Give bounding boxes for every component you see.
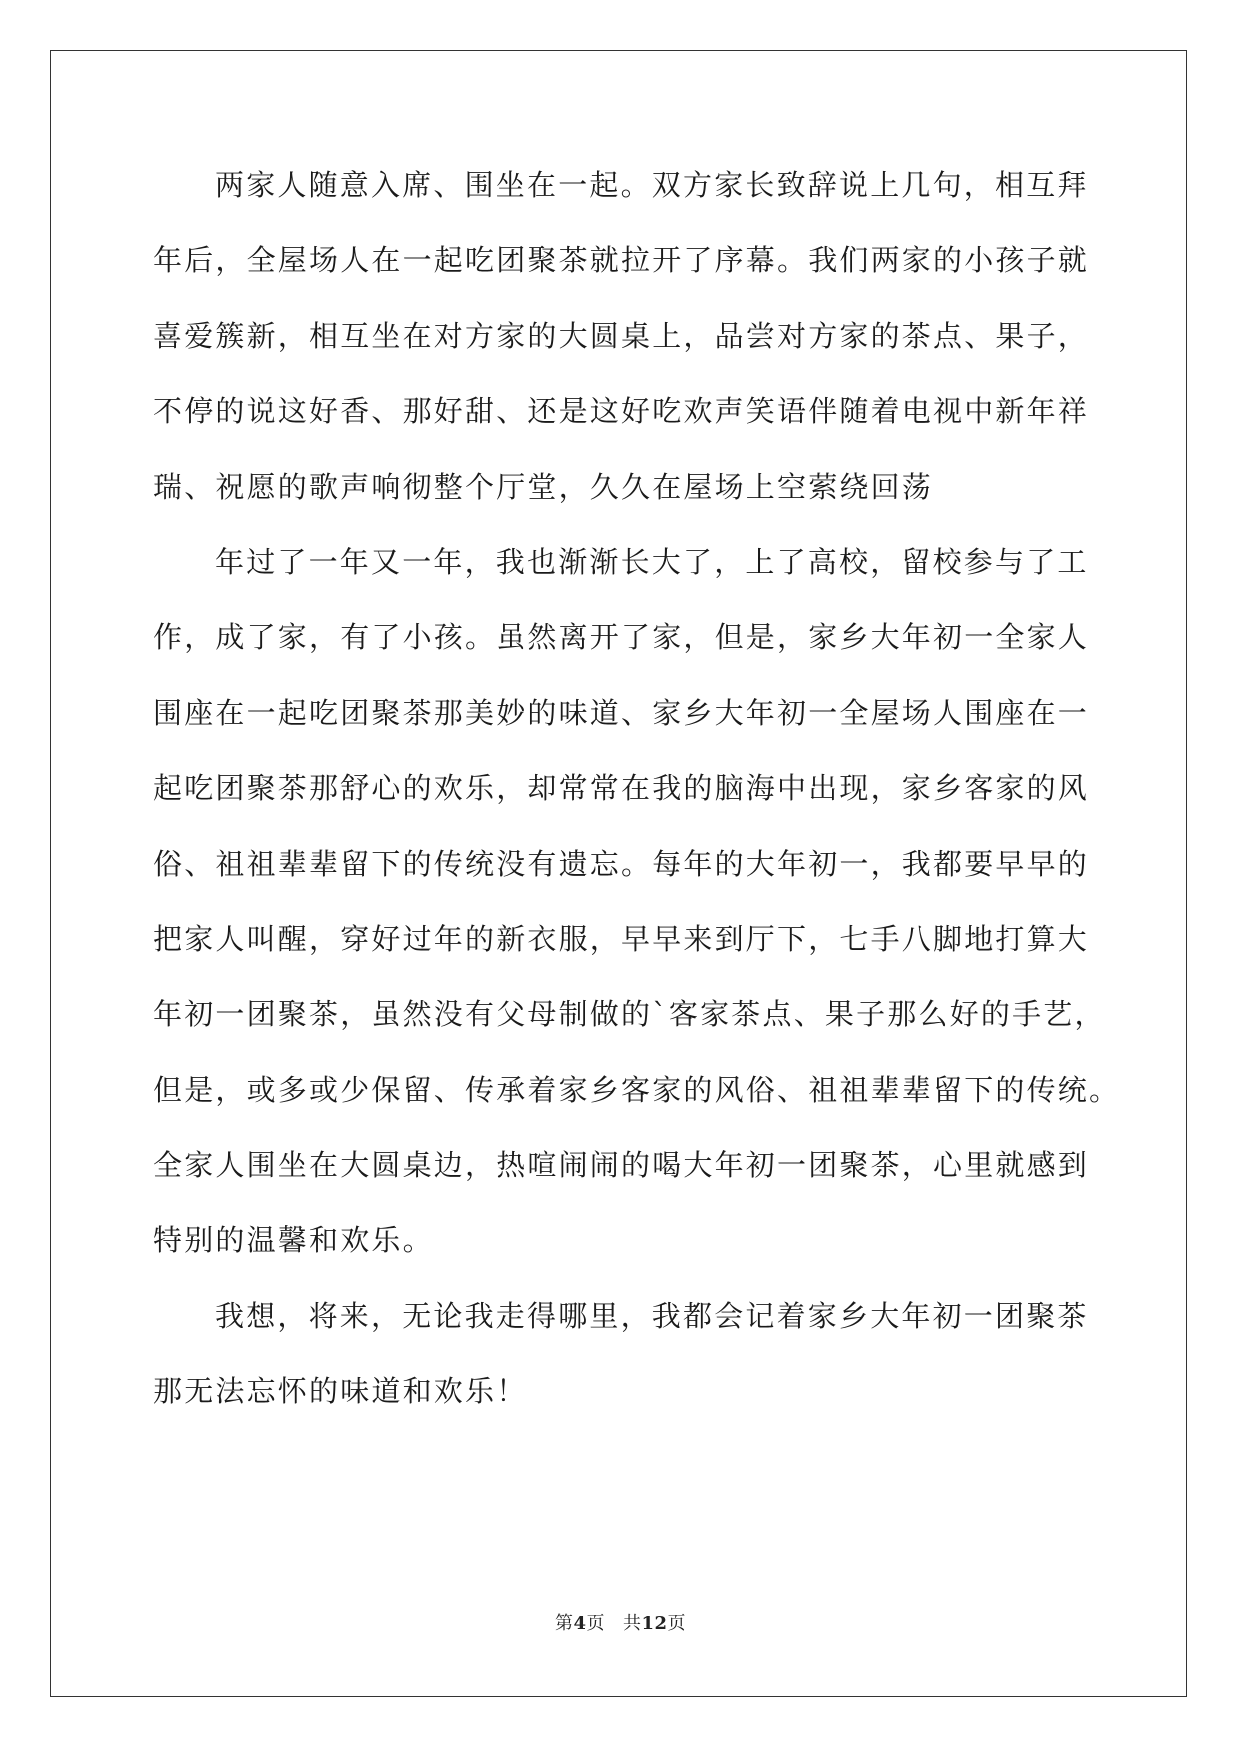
text-line: 全家人围坐在大圆桌边，热喧闹闹的喝大年初一团聚茶，心里就感到 (153, 1148, 1090, 1183)
text-line: 年后，全屋场人在一起吃团聚茶就拉开了序幕。我们两家的小孩子就 (153, 243, 1090, 278)
text-line: 但是，或多或少保留、传承着家乡客家的风俗、祖祖辈辈留下的传统。 (153, 1072, 1121, 1107)
text-line: 年过了一年又一年，我也渐渐长大了，上了高校，留校参与了工 (215, 544, 1089, 579)
text-line: 那无法忘怀的味道和欢乐！ (153, 1374, 528, 1409)
text-line: 把家人叫醒，穿好过年的新衣服，早早来到厅下，七手八脚地打算大 (153, 921, 1090, 956)
total-prefix: 共 (622, 1613, 642, 1634)
text-line: 我想，将来，无论我走得哪里，我都会记着家乡大年初一团聚茶 (215, 1298, 1089, 1333)
text-line: 两家人随意入席、围坐在一起。双方家长致辞说上几句，相互拜 (215, 168, 1089, 202)
page-prefix: 第 (554, 1613, 574, 1634)
text-line: 作，成了家，有了小孩。虽然离开了家，但是，家乡大年初一全家人 (153, 620, 1090, 655)
text-line: 起吃团聚茶那舒心的欢乐，却常常在我的脑海中出现，家乡客家的风 (153, 771, 1090, 806)
text-line: 喜爱簇新，相互坐在对方家的大圆桌上，品尝对方家的茶点、果子， (153, 318, 1090, 353)
text-line: 不停的说这好香、那好甜、还是这好吃欢声笑语伴随着电视中新年祥 (153, 394, 1090, 429)
text-line: 围座在一起吃团聚茶那美妙的味道、家乡大年初一全屋场人围座在一 (153, 695, 1090, 730)
page-number: 4 (573, 1613, 587, 1634)
total-suffix: 页 (667, 1613, 687, 1634)
text-line: 俗、祖祖辈辈留下的传统没有遗忘。每年的大年初一，我都要早早的 (153, 846, 1090, 881)
total-pages: 12 (641, 1613, 668, 1634)
text-line: 瑞、祝愿的歌声响彻整个厅堂，久久在屋场上空萦绕回荡 (153, 469, 934, 504)
text-line: 年初一团聚茶，虽然没有父母制做的`客家茶点、果子那么好的手艺， (153, 997, 1106, 1032)
text-line: 特别的温馨和欢乐。 (153, 1223, 434, 1258)
document-body (153, 165, 1121, 1447)
page-footer (0, 1612, 1241, 1636)
page-suffix: 页 (586, 1613, 605, 1634)
